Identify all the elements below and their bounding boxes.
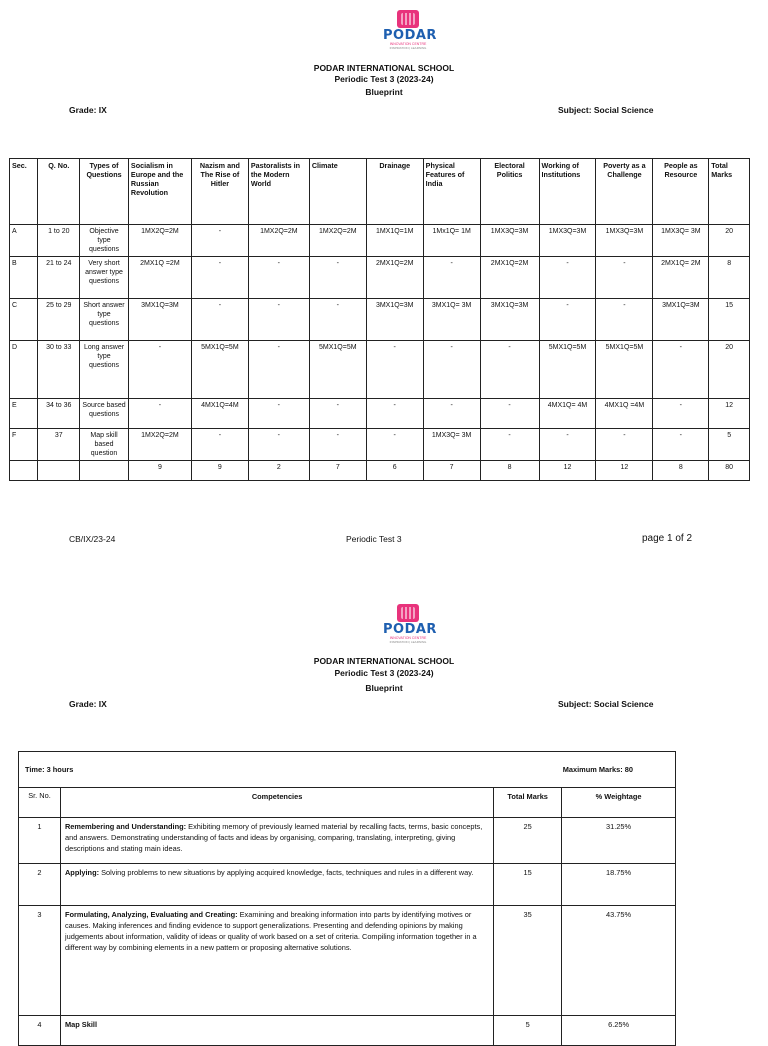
table-cell: 1MX2Q=2M [128,429,191,461]
table-cell: - [596,257,653,299]
table-cell: - [128,399,191,429]
footer-test: Periodic Test 3 [346,534,402,544]
table-row [10,399,750,429]
table-cell: 1MX3Q=3M [596,225,653,257]
total-marks-cell: 15 [494,864,562,906]
table-cell: 1MX3Q= 3M [653,225,709,257]
col-header-weight: % Weightage [562,788,676,818]
table-cell: 20 [709,341,750,399]
table-cell: - [596,299,653,341]
sr-cell: 3 [19,906,61,1016]
table-cell: 1MX3Q=3M [539,225,596,257]
table-cell: B [10,257,38,299]
competency-header-row [19,788,676,818]
table-cell: - [309,399,366,429]
table-cell: Map skill based question [80,429,129,461]
max-marks-label: Maximum Marks: 80 [562,765,633,774]
competency-text: Solving problems to new situations by applying acquired knowledge, facts, techniques and rules in a different way. [99,868,474,877]
competency-row [19,864,676,906]
total-cell: 7 [309,461,366,481]
table-cell: 1MX2Q=2M [248,225,309,257]
table-cell: - [653,429,709,461]
col-header: Sec. [10,159,38,225]
table-cell: - [309,299,366,341]
table-cell: 12 [709,399,750,429]
competency-text: Exhibiting memory of previously learned material by recalling facts, terms, basic concepts, and answers. Demonstrating understanding of facts and ideas by organising, comparing, translating, interpreting, giving descriptions and stating main ideas. [64,822,483,853]
total-marks-cell: 25 [494,818,562,864]
col-header: Pastoralists in the Modern World [248,159,309,225]
blueprint-table [9,158,750,481]
col-header: People as Resource [653,159,709,225]
col-header: Total Marks [709,159,750,225]
competency-cell [60,1016,493,1046]
table-cell: C [10,299,38,341]
competency-text: Examining and breaking information into parts by identifying motives or causes. Making inferences and finding evidence to support generalizations. Presenting and defending opinions by making judgements about information, validity of ideas or quality of work based on a set of criteria. Compiling information together in a different way by combining elements in a new pattern or proposing alternative solutions. [64,910,477,952]
col-header: Electoral Politics [480,159,539,225]
logo-tagline: INNOVATION CENTRE [389,42,427,46]
table-cell: 2MX1Q= 2M [653,257,709,299]
table-row [10,225,750,257]
table-row [10,299,750,341]
col-header-sr: Sr. No. [19,788,61,818]
col-header: Q. No. [38,159,80,225]
table-cell: - [366,429,423,461]
table-cell: - [423,257,480,299]
competency-table [18,751,676,1046]
col-header: Climate [309,159,366,225]
table-cell: 3MX1Q= 3M [423,299,480,341]
table-cell: 1MX2Q=2M [309,225,366,257]
school-logo [383,604,437,644]
col-header: Drainage [366,159,423,225]
table-cell: - [309,257,366,299]
grade-label: Grade: IX [69,699,107,709]
table-cell: Short answer type questions [80,299,129,341]
table-cell: 1Mx1Q= 1M [423,225,480,257]
table-cell: 3MX1Q=3M [366,299,423,341]
col-header: Poverty as a Challenge [596,159,653,225]
logo-name: PODAR [383,622,437,637]
footer-code: CB/IX/23-24 [69,534,116,544]
total-cell: 8 [480,461,539,481]
logo-mark-icon [397,10,419,28]
total-cell: 8 [653,461,709,481]
table-cell: - [248,299,309,341]
table-row [10,341,750,399]
doc-title: Blueprint [365,87,403,97]
competency-title: Applying: [64,868,100,877]
table-cell: F [10,429,38,461]
table-cell: 4MX1Q= 4M [539,399,596,429]
table-cell: - [191,257,248,299]
competency-row [19,818,676,864]
sr-cell: 2 [19,864,61,906]
subject-label: Subject: Social Science [558,699,654,709]
table-cell: 5MX1Q=5M [596,341,653,399]
table-cell: - [191,225,248,257]
table-cell: - [366,341,423,399]
logo-tagline-2: INSPIRATION | LEARNING [389,46,427,50]
test-name: Periodic Test 3 (2023-24) [334,668,434,678]
total-cell: 2 [248,461,309,481]
weightage-cell: 6.25% [562,1016,676,1046]
footer-page: page 1 of 2 [642,533,693,544]
table-cell: - [596,429,653,461]
table-cell: 1MX2Q=2M [128,225,191,257]
table-cell: 37 [38,429,80,461]
school-name: PODAR INTERNATIONAL SCHOOL [313,63,455,73]
time-row [19,752,676,788]
table-cell: - [423,341,480,399]
totals-row [10,461,750,481]
table-cell: 1MX1Q=1M [366,225,423,257]
total-cell [10,461,38,481]
competency-title: Remembering and Understanding: [64,822,187,831]
total-cell: 7 [423,461,480,481]
col-header: Physical Features of India [423,159,480,225]
table-cell: - [480,399,539,429]
school-logo [383,10,437,50]
table-cell: 5 [709,429,750,461]
competency-cell [60,864,493,906]
total-cell: 9 [191,461,248,481]
col-header: Types of Questions [80,159,129,225]
table-cell: 5MX1Q=5M [191,341,248,399]
table-cell: 20 [709,225,750,257]
logo-mark-icon [397,604,419,622]
table-cell: D [10,341,38,399]
table-cell: - [366,399,423,429]
table-cell: - [309,429,366,461]
table-cell: A [10,225,38,257]
table-cell: - [248,429,309,461]
table-cell: 4MX1Q=4M [191,399,248,429]
sr-cell: 4 [19,1016,61,1046]
test-name: Periodic Test 3 (2023-24) [334,74,434,84]
table-cell: - [248,399,309,429]
table-cell: Long answer type questions [80,341,129,399]
total-cell: 12 [596,461,653,481]
table-cell: 1 to 20 [38,225,80,257]
logo-name: PODAR [383,28,437,43]
table-cell: Objective type questions [80,225,129,257]
grade-label: Grade: IX [69,105,107,115]
table-cell: 2MX1Q=2M [480,257,539,299]
total-cell: 12 [539,461,596,481]
table-cell: E [10,399,38,429]
total-cell [80,461,129,481]
table-cell: 15 [709,299,750,341]
table-cell: Very short answer type questions [80,257,129,299]
subject-label: Subject: Social Science [558,105,654,115]
total-cell: 6 [366,461,423,481]
logo-tagline-2: INSPIRATION | LEARNING [389,640,427,644]
table-cell: 2MX1Q =2M [128,257,191,299]
total-marks-cell: 5 [494,1016,562,1046]
table-cell: 5MX1Q=5M [309,341,366,399]
weightage-cell: 18.75% [562,864,676,906]
table-cell: 3MX1Q=3M [128,299,191,341]
competency-row [19,1016,676,1046]
table-row [10,429,750,461]
table-cell: 4MX1Q =4M [596,399,653,429]
table-cell: - [653,399,709,429]
table-cell: - [539,299,596,341]
logo-tagline: INNOVATION CENTRE [389,636,427,640]
table-cell: - [248,341,309,399]
total-cell: 9 [128,461,191,481]
table-cell: - [191,429,248,461]
col-header: Socialism in Europe and the Russian Revolution [128,159,191,225]
table-cell: 5MX1Q=5M [539,341,596,399]
weightage-cell: 31.25% [562,818,676,864]
competency-title: Formulating, Analyzing, Evaluating and Creating: [64,910,238,919]
table-cell: - [128,341,191,399]
doc-title: Blueprint [365,683,403,693]
time-label: Time: 3 hours [25,765,74,774]
col-header: Working of Institutions [539,159,596,225]
weightage-cell: 43.75% [562,906,676,1016]
total-cell [38,461,80,481]
table-cell: - [423,399,480,429]
table-cell: 2MX1Q=2M [366,257,423,299]
col-header-competencies: Competencies [60,788,493,818]
col-header-total: Total Marks [494,788,562,818]
competency-cell [60,818,493,864]
table-cell: 30 to 33 [38,341,80,399]
table-cell: - [191,299,248,341]
table-cell: 21 to 24 [38,257,80,299]
competency-title: Map Skill [64,1020,98,1029]
table-cell: - [653,341,709,399]
table-cell: 3MX1Q=3M [480,299,539,341]
table-cell: 1MX3Q= 3M [423,429,480,461]
table-cell: 3MX1Q=3M [653,299,709,341]
blueprint-header-row [10,159,750,225]
table-row [10,257,750,299]
table-cell: - [539,429,596,461]
table-cell: - [480,429,539,461]
competency-row [19,906,676,1016]
competency-cell [60,906,493,1016]
table-cell: - [539,257,596,299]
table-cell: Source based questions [80,399,129,429]
total-marks-cell: 35 [494,906,562,1016]
sr-cell: 1 [19,818,61,864]
table-cell: 25 to 29 [38,299,80,341]
school-name: PODAR INTERNATIONAL SCHOOL [313,656,455,666]
table-cell: 1MX3Q=3M [480,225,539,257]
table-cell: - [248,257,309,299]
table-cell: 34 to 36 [38,399,80,429]
col-header: Nazism and The Rise of Hitler [191,159,248,225]
total-cell: 80 [709,461,750,481]
table-cell: 8 [709,257,750,299]
table-cell: - [480,341,539,399]
